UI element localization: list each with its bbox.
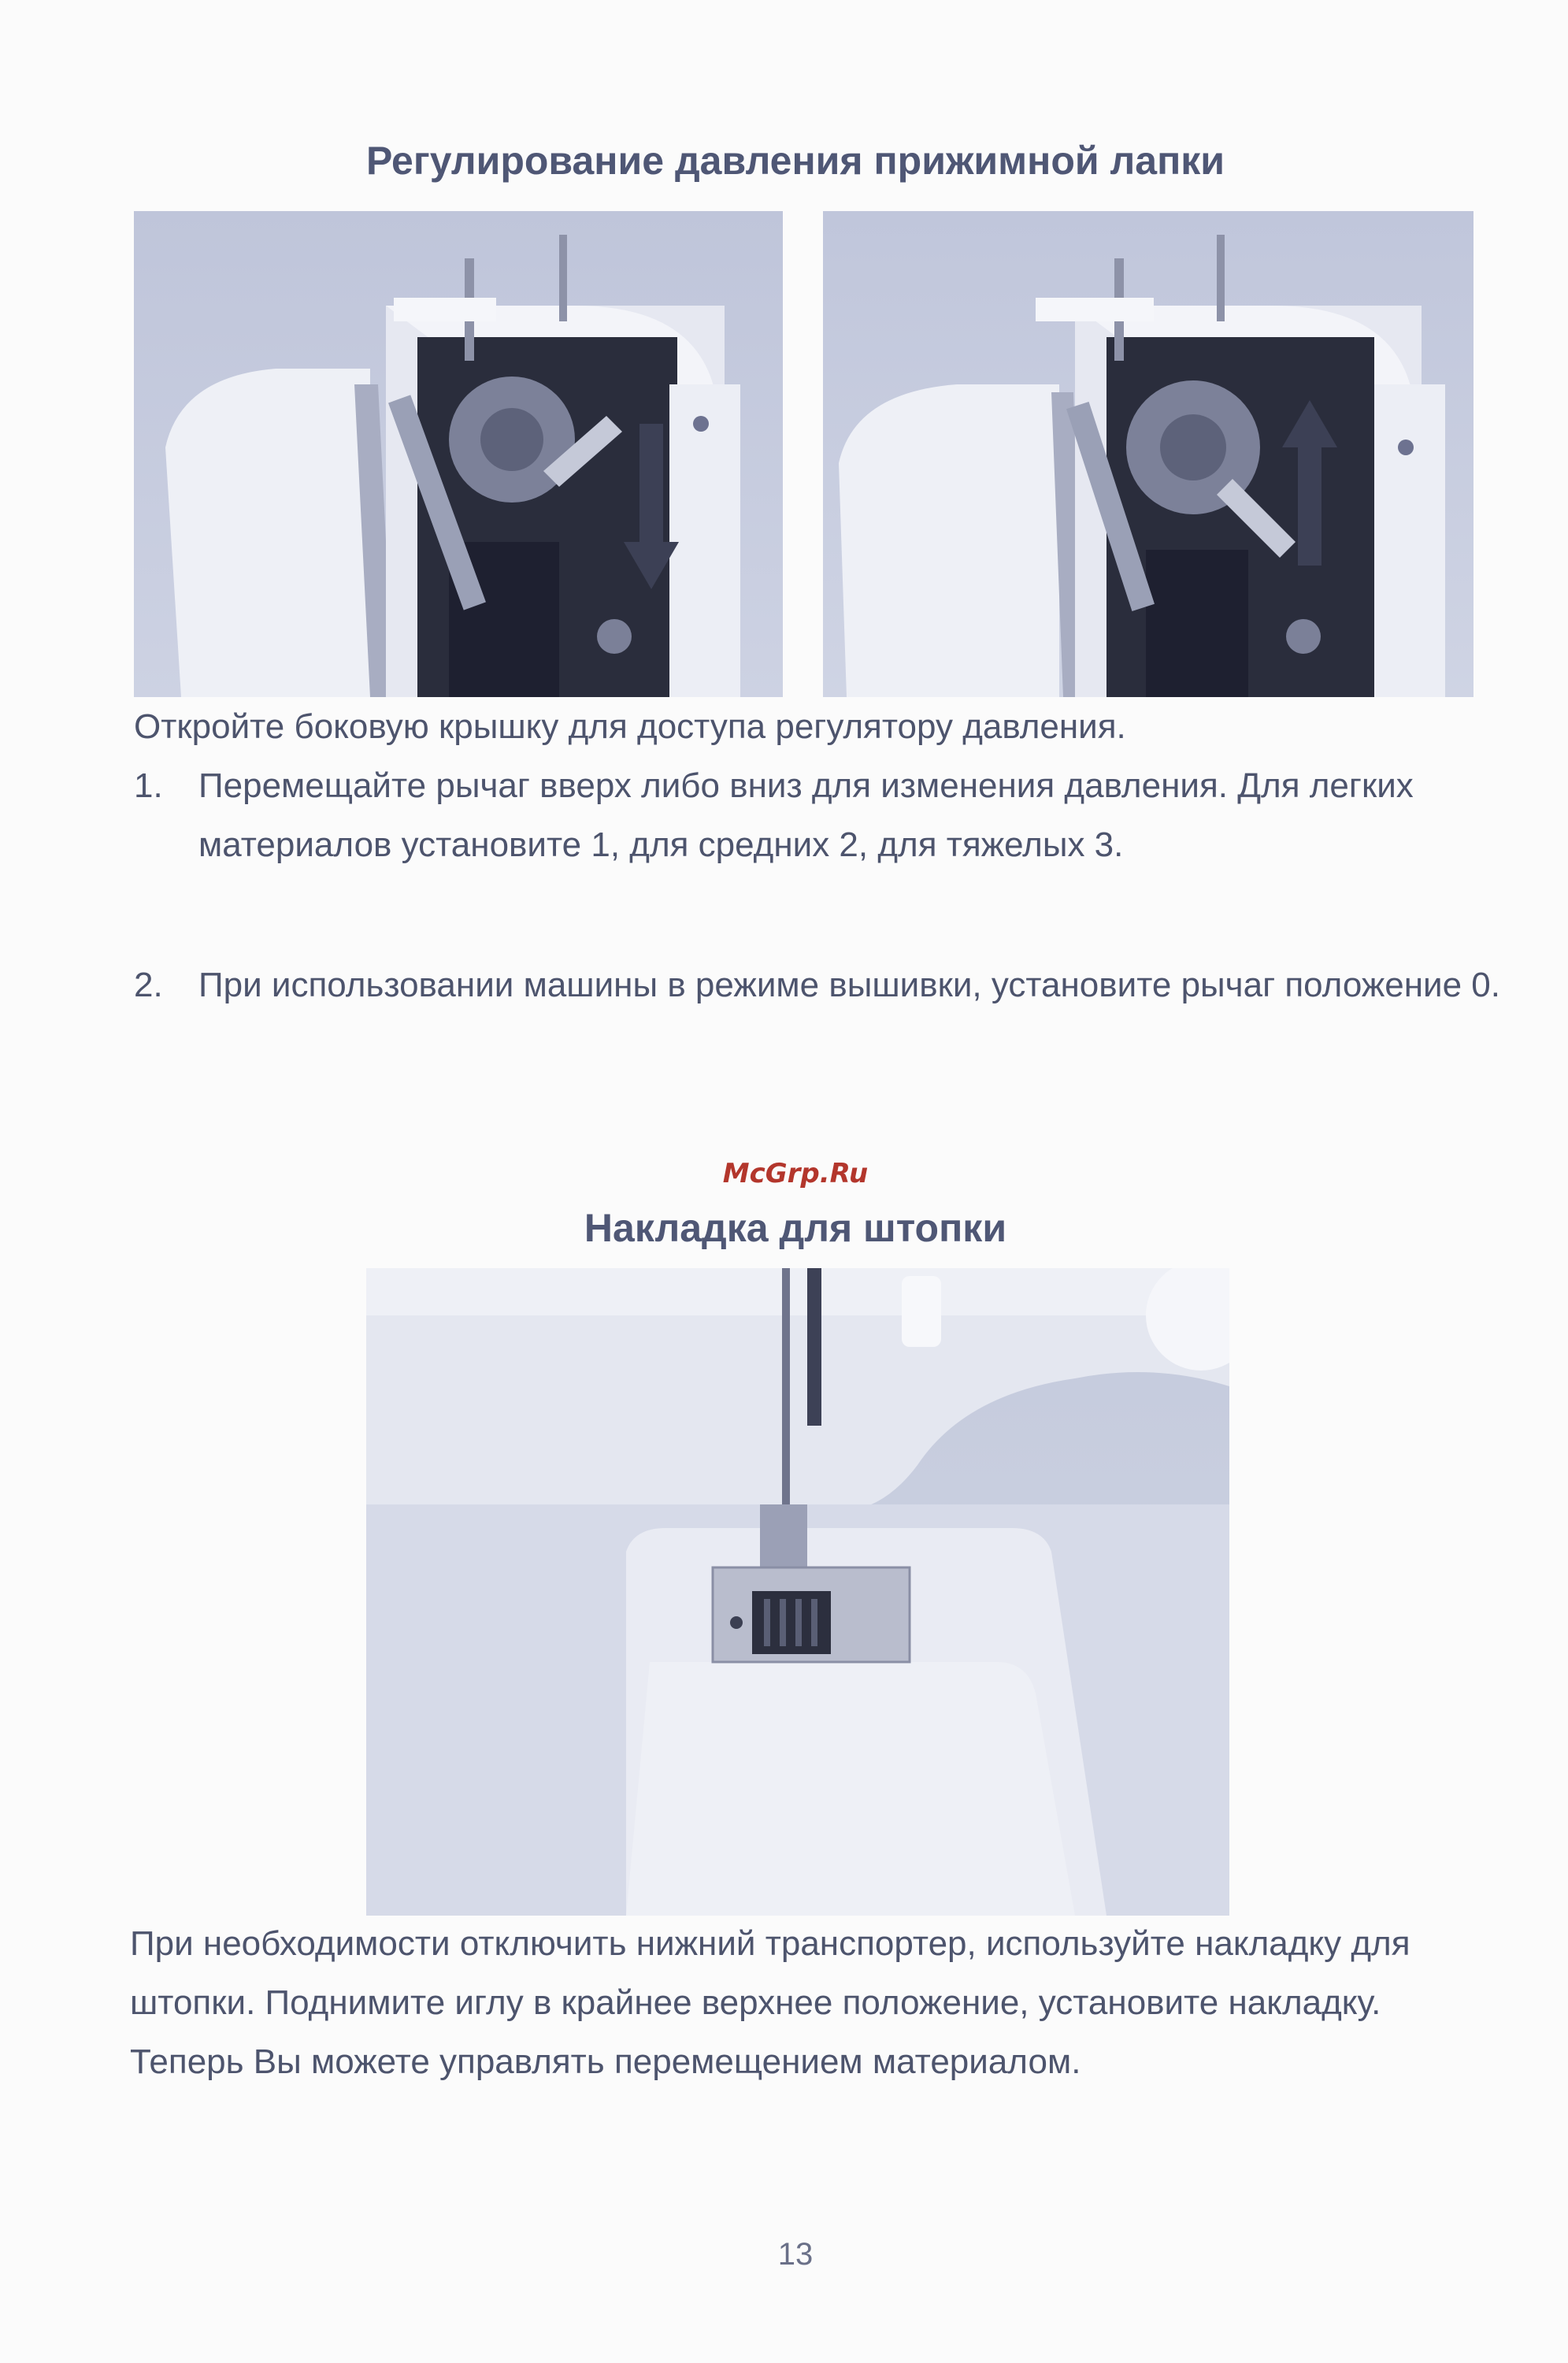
list-item-number: 1. xyxy=(134,766,163,805)
photo-lever-down xyxy=(134,211,783,697)
photo-lever-up xyxy=(823,211,1473,697)
list-item-text: При использовании машины в режиме вышивки, установите рычаг положение 0. xyxy=(198,966,1500,1004)
list-item-number: 2. xyxy=(134,966,163,1004)
intro-text: Откройте боковую крышку для доступа регулятору давления. xyxy=(134,707,1126,746)
section-title-presser-pressure: Регулирование давления прижимной лапки xyxy=(365,139,1225,183)
sewing-mechanism-image xyxy=(134,211,783,697)
darning-instructions: При необходимости отключить нижний транспортер, используйте накладку для штопки. Поднимите иглу в крайнее верхнее положение, установите накладку. Теперь Вы можете управлять перемещением материалом. xyxy=(130,1924,1410,2081)
list-item-text: Перемещайте рычаг вверх либо вниз для изменения давления. Для легких материалов установите 1, для средних 2, для тяжелых 3. xyxy=(198,766,1414,864)
sewing-mechanism-image xyxy=(823,211,1473,697)
site-watermark[interactable]: McGrp.Ru xyxy=(722,1158,869,1189)
page-number: 13 xyxy=(777,2237,814,2272)
photo-darning-plate xyxy=(366,1268,1229,1916)
sewing-machine-image xyxy=(366,1268,1229,1916)
section-title-darning-plate: Накладка для штопки xyxy=(584,1206,1007,1250)
